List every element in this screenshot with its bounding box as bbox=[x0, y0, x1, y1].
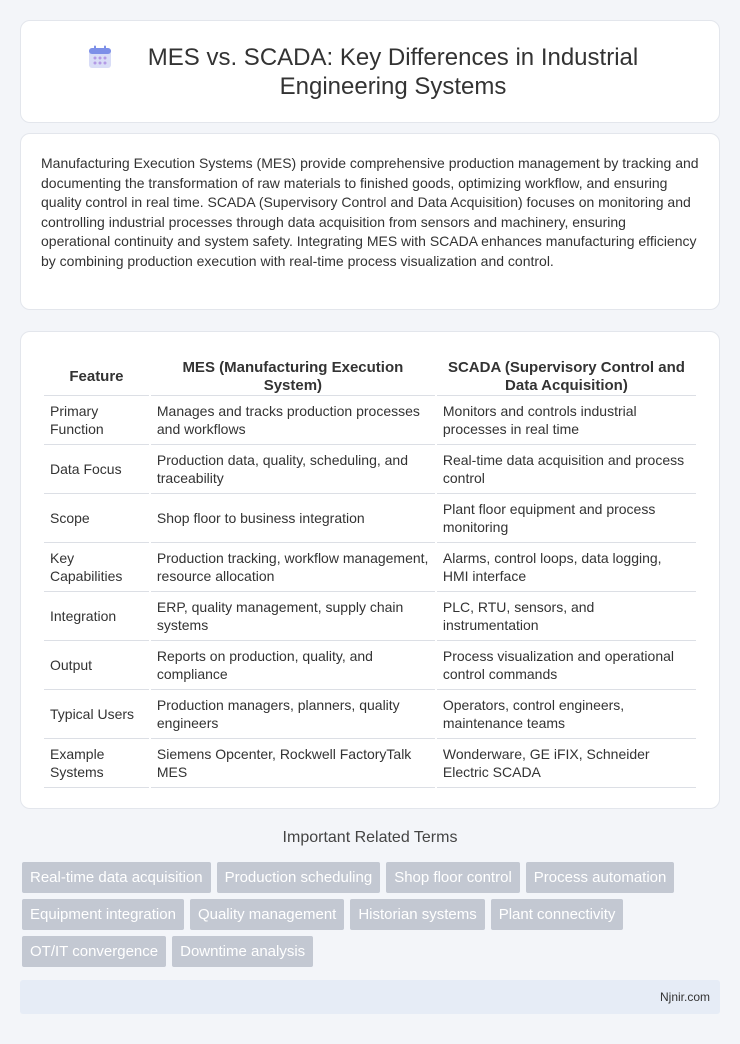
cell-feature: Output bbox=[44, 641, 149, 690]
table-row bbox=[44, 592, 696, 641]
intro-card bbox=[20, 133, 720, 310]
table-row bbox=[44, 543, 696, 592]
table-row bbox=[44, 396, 696, 445]
cell-scada: Wonderware, GE iFIX, Schneider Electric SCADA bbox=[437, 739, 696, 788]
cell-feature: Scope bbox=[44, 494, 149, 543]
table-card bbox=[20, 331, 720, 809]
table-row bbox=[44, 739, 696, 788]
table-row bbox=[44, 641, 696, 690]
related-terms-list bbox=[22, 862, 722, 973]
cell-mes: Manages and tracks production processes and workflows bbox=[151, 396, 435, 445]
header-scada: SCADA (Supervisory Control and Data Acquisition) bbox=[437, 352, 696, 396]
cell-scada: Alarms, control loops, data logging, HMI interface bbox=[437, 543, 696, 592]
calendar-icon bbox=[87, 44, 113, 70]
cell-scada: Operators, control engineers, maintenance teams bbox=[437, 690, 696, 739]
tag-downtime-analysis[interactable]: Downtime analysis bbox=[172, 936, 313, 967]
cell-mes: Siemens Opcenter, Rockwell FactoryTalk MES bbox=[151, 739, 435, 788]
cell-feature: Example Systems bbox=[44, 739, 149, 788]
header-feature: Feature bbox=[44, 352, 149, 396]
tag-process-automation[interactable]: Process automation bbox=[526, 862, 675, 893]
header-mes: MES (Manufacturing Execution System) bbox=[151, 352, 435, 396]
cell-mes: ERP, quality management, supply chain systems bbox=[151, 592, 435, 641]
title-card bbox=[20, 20, 720, 123]
cell-feature: Primary Function bbox=[44, 396, 149, 445]
cell-scada: Process visualization and operational control commands bbox=[437, 641, 696, 690]
tag-quality-management[interactable]: Quality management bbox=[190, 899, 344, 930]
tag-plant-connectivity[interactable]: Plant connectivity bbox=[491, 899, 624, 930]
cell-scada: Monitors and controls industrial processes in real time bbox=[437, 396, 696, 445]
footer bbox=[20, 980, 720, 1014]
comparison-table bbox=[42, 352, 698, 788]
cell-mes: Shop floor to business integration bbox=[151, 494, 435, 543]
table-row bbox=[44, 445, 696, 494]
page-title: MES vs. SCADA: Key Differences in Industrial Engineering Systems bbox=[147, 43, 639, 100]
cell-feature: Key Capabilities bbox=[44, 543, 149, 592]
cell-scada: Real-time data acquisition and process control bbox=[437, 445, 696, 494]
table-row bbox=[44, 690, 696, 739]
footer-site-link[interactable]: Njnir.com bbox=[659, 990, 710, 1004]
cell-feature: Integration bbox=[44, 592, 149, 641]
cell-mes: Reports on production, quality, and compliance bbox=[151, 641, 435, 690]
cell-feature: Data Focus bbox=[44, 445, 149, 494]
cell-mes: Production tracking, workflow management, resource allocation bbox=[151, 543, 435, 592]
table-header-row bbox=[44, 352, 696, 396]
cell-scada: PLC, RTU, sensors, and instrumentation bbox=[437, 592, 696, 641]
tag-historian-systems[interactable]: Historian systems bbox=[350, 899, 484, 930]
cell-feature: Typical Users bbox=[44, 690, 149, 739]
intro-paragraph: Manufacturing Execution Systems (MES) provide comprehensive production management by tracking and documenting the transformation of raw materials to finished goods, optimizing workflow, and ensuring quality control in real time. SCADA (Supervisory Control and Data Acquisition) focuses on monitoring and controlling industrial processes through data acquisition from sensors and machinery, ensuring operational continuity and system safety. Integrating MES with SCADA enhances manufacturing efficiency by combining production execution with real-time process visualization and control. bbox=[41, 155, 699, 269]
cell-mes: Production data, quality, scheduling, and traceability bbox=[151, 445, 435, 494]
tag-real-time-data-acquisition[interactable]: Real-time data acquisition bbox=[22, 862, 211, 893]
cell-scada: Plant floor equipment and process monitoring bbox=[437, 494, 696, 543]
cell-mes: Production managers, planners, quality engineers bbox=[151, 690, 435, 739]
table-row bbox=[44, 494, 696, 543]
tag-ot-it-convergence[interactable]: OT/IT convergence bbox=[22, 936, 166, 967]
tag-production-scheduling[interactable]: Production scheduling bbox=[217, 862, 381, 893]
tag-shop-floor-control[interactable]: Shop floor control bbox=[386, 862, 520, 893]
related-terms-title: Important Related Terms bbox=[282, 829, 458, 846]
tag-equipment-integration[interactable]: Equipment integration bbox=[22, 899, 184, 930]
